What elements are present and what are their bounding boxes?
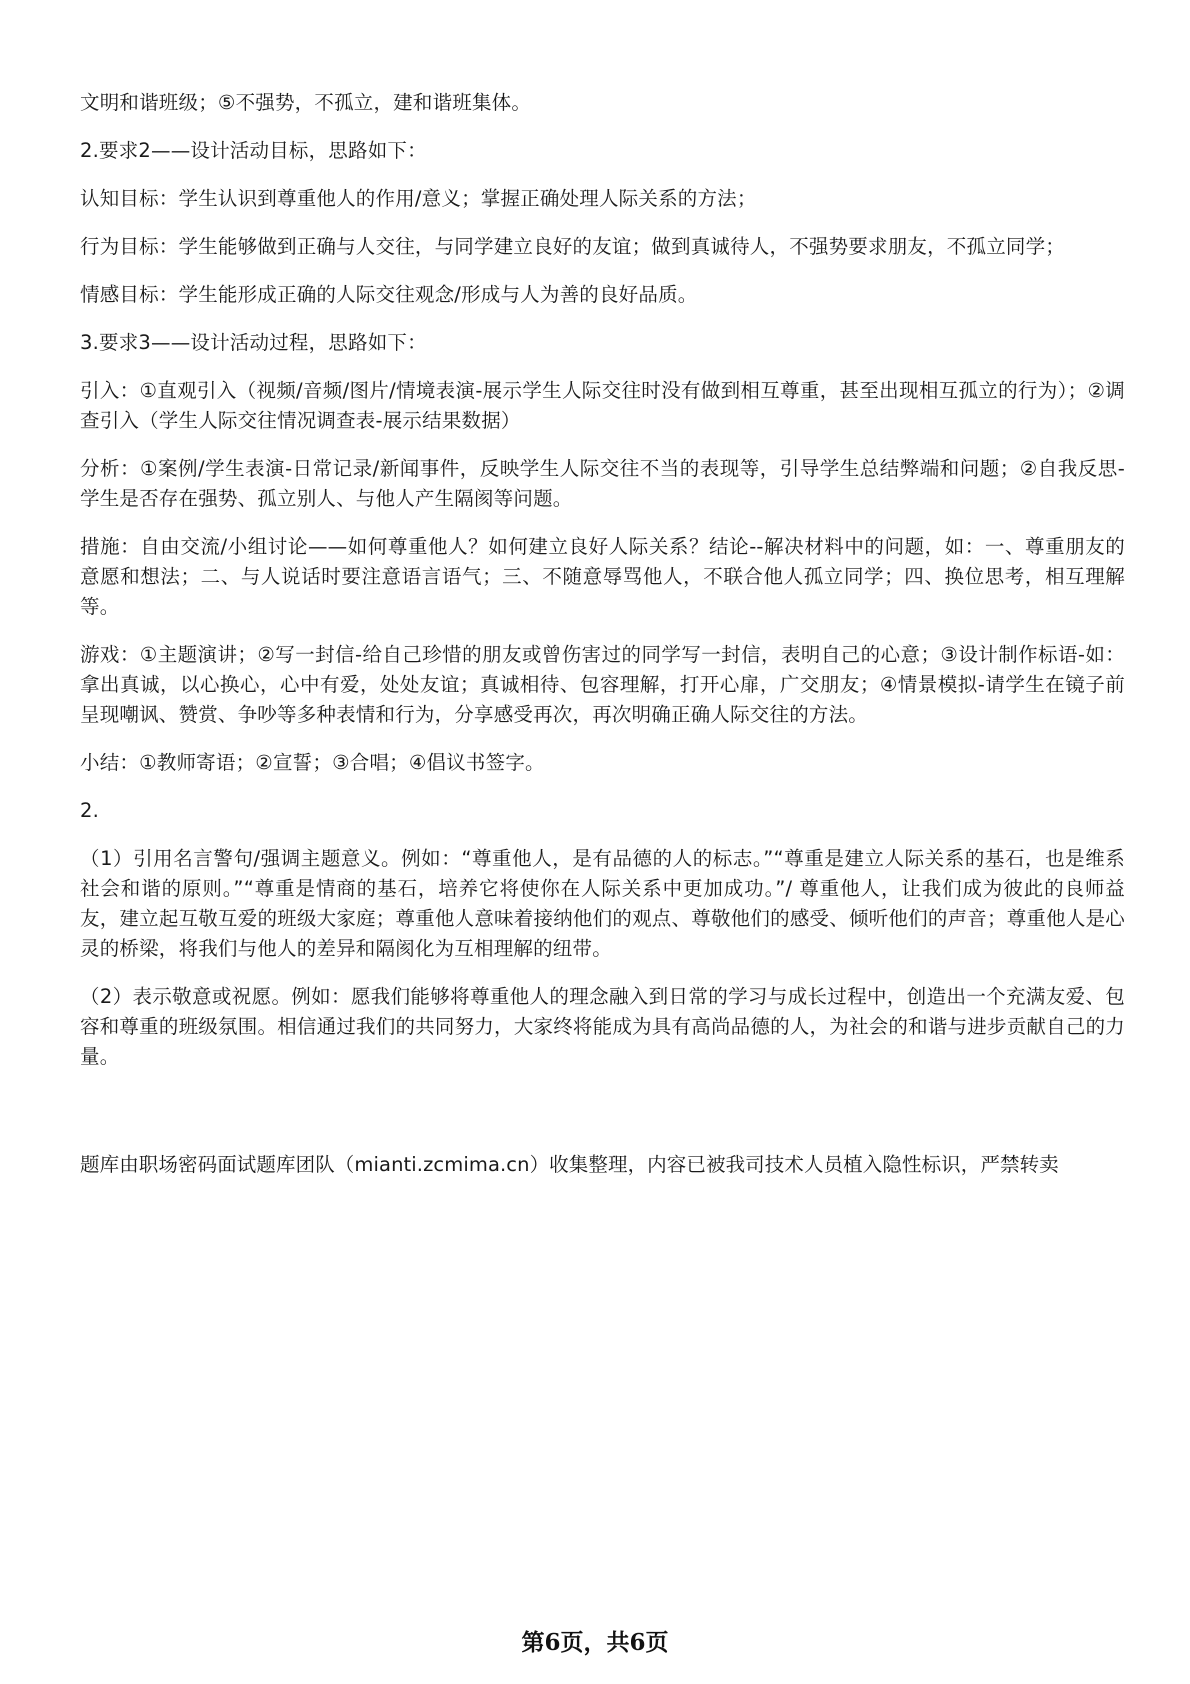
paragraph-requirement-3-heading: 3.要求3——设计活动过程，思路如下：	[80, 331, 427, 354]
paragraph-requirement-2-heading: 2.要求2——设计活动目标，思路如下：	[80, 139, 427, 162]
page-number: 第6页，共6页	[521, 1629, 669, 1656]
paragraph-intro-tail: 文明和谐班级；⑤不强势，不孤立，建和谐班集体。	[80, 91, 532, 114]
paragraph-games: 游戏：①主题演讲；②写一封信-给自己珍惜的朋友或曾伤害过的同学写一封信，表明自己的心意；③设计制作标语-如：拿出真诚，以心换心，心中有爱，处处友谊；真诚相待、包容理解，打开心扉，广交朋友；④情景模拟-请学生在镜子前呈现嘲讽、赞赏、争吵等多种表情和行为，分享感受再次，再次明确正确人际交往的方法。	[80, 643, 1125, 726]
paragraph-emotion-goal: 情感目标：学生能形成正确的人际交往观念/形成与人为善的良好品质。	[80, 283, 698, 306]
document-body	[80, 88, 1125, 1090]
paragraph-cognitive-goal: 认知目标：学生认识到尊重他人的作用/意义；掌握正确处理人际关系的方法；	[80, 187, 757, 210]
paragraph-quote-item-1: （1）引用名言警句/强调主题意义。例如：“尊重他人，是有品德的人的标志。”“尊重是建立人际关系的基石，也是维系社会和谐的原则。”“尊重是情商的基石，培养它将使你在人际关系中更加成功。”/ 尊重他人，让我们成为彼此的良师益友，建立起互敬互爱的班级大家庭；尊重他人意味着接纳他们的观点、尊敬他们的感受、倾听他们的声音；尊重他人是心灵的桥梁，将我们与他人的差异和隔阂化为互相理解的纽带。	[80, 847, 1125, 960]
paragraph-analysis: 分析：①案例/学生表演-日常记录/新闻事件，反映学生人际交往不当的表现等，引导学生总结弊端和问题；②自我反思-学生是否存在强势、孤立别人、与他人产生隔阂等问题。	[80, 457, 1125, 510]
paragraph-measures: 措施：自由交流/小组讨论——如何尊重他人？如何建立良好人际关系？结论--解决材料中的问题，如：一、尊重朋友的意愿和想法；二、与人说话时要注意语言语气；三、不随意辱骂他人，不联合他人孤立同学；四、换位思考，相互理解等。	[80, 535, 1125, 618]
paragraph-summary: 小结：①教师寄语；②宣誓；③合唱；④倡议书签字。	[80, 751, 545, 774]
paragraph-wish-item-2: （2）表示敬意或祝愿。例如：愿我们能够将尊重他人的理念融入到日常的学习与成长过程中，创造出一个充满友爱、包容和尊重的班级氛围。相信通过我们的共同努力，大家终将能成为具有高尚品德的人，为社会的和谐与进步贡献自己的力量。	[80, 985, 1125, 1068]
copyright-notice: 题库由职场密码面试题库团队（mianti.zcmima.cn）收集整理，内容已被我司技术人员植入隐性标识，严禁转卖	[80, 1153, 1059, 1176]
paragraph-behavior-goal: 行为目标：学生能够做到正确与人交往，与同学建立良好的友谊；做到真诚待人，不强势要求朋友，不孤立同学；	[80, 235, 1066, 258]
paragraph-section-2-number: 2.	[80, 799, 100, 822]
paragraph-introduction: 引入：①直观引入（视频/音频/图片/情境表演-展示学生人际交往时没有做到相互尊重，甚至出现相互孤立的行为）；②调查引入（学生人际交往情况调查表-展示结果数据）	[80, 379, 1125, 432]
